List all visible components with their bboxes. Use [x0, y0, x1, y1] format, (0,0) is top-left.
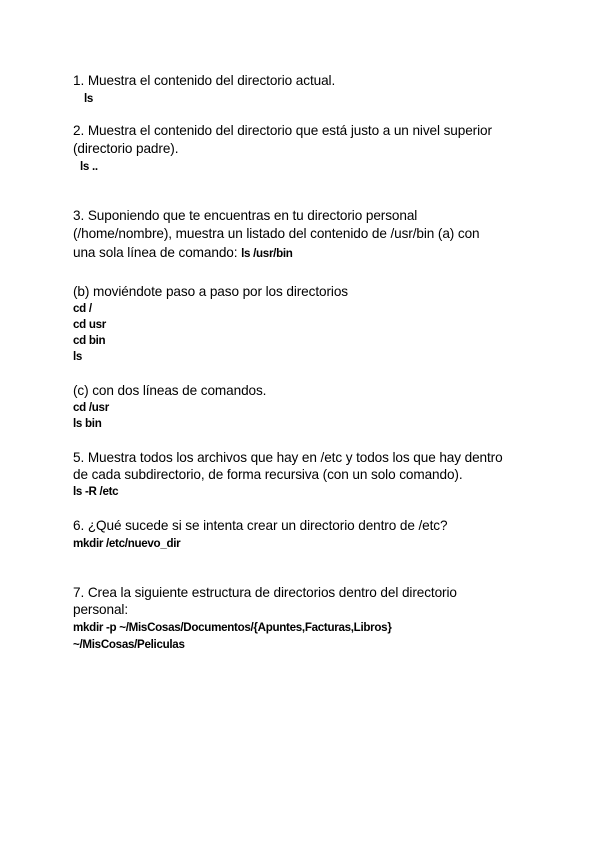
- question-3c-label: (c) con dos líneas de comandos.: [73, 383, 267, 398]
- question-3b-label: (b) moviéndote paso a paso por los directorios: [73, 284, 348, 299]
- answer-3b-command-3: cd bin: [73, 334, 106, 347]
- question-6-line-1: 6. ¿Qué sucede si se intenta crear un directorio dentro de /etc?: [73, 518, 448, 533]
- question-3-line-3: [73, 244, 293, 262]
- question-5-line-2: de cada subdirectorio, de forma recursiva (con un solo comando).: [73, 467, 463, 482]
- question-7-line-1: 7. Crea la siguiente estructura de directorios dentro del directorio: [73, 585, 457, 600]
- answer-3b-command-1: cd /: [73, 302, 92, 315]
- answer-2-command: ls ..: [80, 160, 98, 173]
- answer-5-command: ls -R /etc: [73, 485, 119, 498]
- question-2-line-2: (directorio padre).: [73, 141, 179, 156]
- question-3-line-2: (/home/nombre), muestra un listado del contenido de /usr/bin (a) con: [73, 226, 480, 241]
- answer-7-command-1: mkdir -p ~/MisCosas/Documentos/{Apuntes,Facturas,Libros}: [73, 621, 392, 634]
- answer-6-command: mkdir /etc/nuevo_dir: [73, 537, 181, 550]
- question-3-line-1: 3. Suponiendo que te encuentras en tu directorio personal: [73, 208, 418, 223]
- answer-3b-command-4: ls: [73, 350, 83, 363]
- answer-3a-command: ls /usr/bin: [241, 247, 293, 260]
- question-7-line-2: personal:: [73, 602, 129, 617]
- question-5-line-1: 5. Muestra todos los archivos que hay en /etc y todos los que hay dentro: [73, 450, 503, 465]
- answer-1-command: ls: [84, 92, 94, 105]
- question-2-line-1: 2. Muestra el contenido del directorio que está justo a un nivel superior: [73, 123, 492, 138]
- question-1-line-1: 1. Muestra el contenido del directorio actual.: [73, 73, 336, 88]
- answer-3c-command-1: cd /usr: [73, 401, 109, 414]
- question-3-line-3-text: una sola línea de comando:: [73, 245, 242, 260]
- answer-7-command-2: ~/MisCosas/Peliculas: [73, 638, 185, 651]
- answer-3b-command-2: cd usr: [73, 318, 106, 331]
- answer-3c-command-2: ls bin: [73, 417, 102, 430]
